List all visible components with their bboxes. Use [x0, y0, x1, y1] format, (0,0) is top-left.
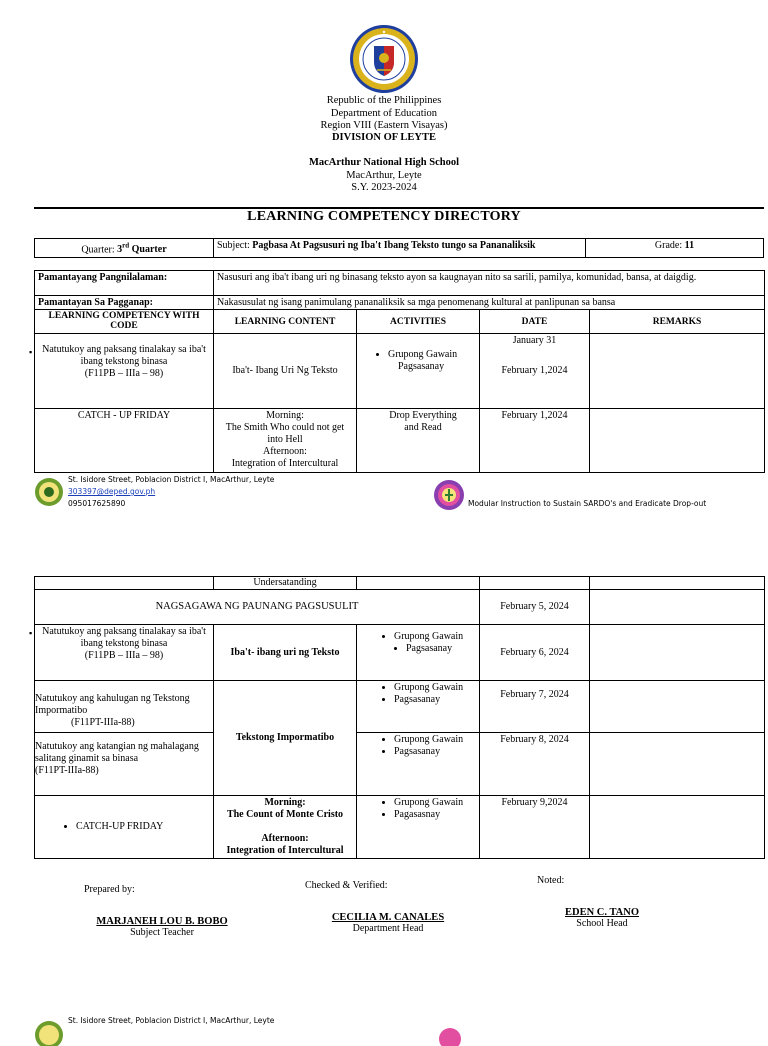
grade-value: 11: [684, 240, 695, 251]
header-town: MacArthur, Leyte: [346, 170, 422, 181]
header-division: DIVISION OF LEYTE: [331, 132, 437, 143]
date-cell: February 9,2024: [480, 796, 590, 859]
continued-text: Undersatanding: [214, 577, 357, 590]
performance-standard-label: Pamantayan Sa Pagganap:: [35, 296, 214, 310]
activities-cell: • Grupong Gawain • Pagsasanay: [357, 625, 480, 681]
checked-label: Checked & Verified:: [305, 880, 388, 891]
competency-cell: ▪ Natutukoy ang paksang tinalakay sa iba't ibang tekstong binasa (F11PB – IIIa – 98): [35, 625, 214, 681]
content-cell: Iba't- Ibang Uri Ng Teksto: [214, 334, 357, 409]
footer-email-link[interactable]: 303397@deped.gov.ph: [68, 487, 156, 496]
remarks-cell: [590, 334, 765, 409]
remarks-cell: [590, 590, 765, 625]
remarks-cell: [590, 681, 765, 733]
header-region: Region VIII (Eastern Visayas): [320, 120, 448, 131]
footer-tagline: Modular Instruction to Sustain SARDO's and Eradicate Drop-out: [468, 499, 707, 508]
competency-cell: • CATCH-UP FRIDAY: [35, 796, 214, 859]
footer-address-partial: St. Isidore Street, Poblacion District I, MacArthur, Leyte: [68, 1016, 275, 1025]
col-header-remarks: REMARKS: [590, 310, 765, 334]
date-cell: January 31 February 1,2024: [480, 334, 590, 409]
competency-table-page1: [29, 270, 765, 473]
checked-name: CECILIA M. CANALES: [331, 912, 445, 923]
content-cell: Morning: The Smith Who could not get into Hell Afternoon: Integration of Intercultural: [214, 409, 357, 473]
bullet-marker: ▪: [29, 628, 33, 638]
content-standard-label: Pamantayang Pangnilalaman:: [35, 271, 214, 296]
prepared-role: Subject Teacher: [130, 927, 194, 938]
noted-name: EDEN C. TANO: [565, 907, 639, 918]
header-school-year: S.Y. 2023-2024: [351, 182, 417, 193]
noted-signatory: [547, 907, 657, 929]
subject-value: Pagbasa At Pagsusuri ng Iba't Ibang Teksto tungo sa Pananaliksik: [252, 240, 536, 251]
remarks-cell: [590, 625, 765, 681]
noted-label: Noted:: [537, 875, 565, 886]
col-header-content: LEARNING CONTENT: [214, 310, 357, 334]
table-row: [35, 334, 765, 409]
checked-signatory: [318, 912, 458, 934]
competency-cell: CATCH - UP FRIDAY: [35, 409, 214, 473]
table-row: [35, 590, 765, 625]
quarter-cell: Quarter: 3rd Quarter: [35, 239, 214, 258]
content-cell: Morning: The Count of Monte Cristo Afternoon: Integration of Intercultural: [214, 796, 357, 859]
remarks-cell: [590, 796, 765, 859]
date-cell: February 7, 2024: [480, 681, 590, 733]
checked-role: Department Head: [352, 923, 424, 934]
competency-table-page2: [29, 576, 765, 859]
activities-cell: • Grupong Gawain • Pagsasanay: [357, 733, 480, 796]
deped-seal-logo: [349, 24, 419, 94]
date-cell: February 8, 2024: [480, 733, 590, 796]
misdard-logo-icon: [438, 1019, 462, 1024]
activities-cell: Drop Everything and Read: [357, 409, 480, 473]
table-row: [35, 733, 765, 796]
content-standard-value: Nasusuri ang iba't ibang uri ng binasang teksto ayon sa kaugnayan nito sa sarili, pamilya, komunidad, bansa, at daigdig.: [214, 271, 765, 296]
noted-role: School Head: [576, 918, 628, 929]
col-header-date: DATE: [480, 310, 590, 334]
activities-cell: • Grupong Gawain • Pagsasanay: [357, 681, 480, 733]
table-row: [35, 796, 765, 859]
document-title: LEARNING COMPETENCY DIRECTORY: [247, 209, 521, 224]
pretest-cell: NAGSAGAWA NG PAUNANG PAGSUSULIT: [35, 590, 480, 625]
content-cell: Tekstong Impormatibo: [214, 681, 357, 796]
activities-cell: • Grupong Gawain Pagsasanay: [357, 334, 480, 409]
prepared-signatory: [82, 916, 242, 938]
date-cell: February 6, 2024: [480, 625, 590, 681]
table-row: [35, 681, 765, 733]
bullet-marker: ▪: [29, 347, 33, 357]
header-republic: Republic of the Philippines: [326, 95, 442, 106]
col-header-activities: ACTIVITIES: [357, 310, 480, 334]
remarks-cell: [590, 733, 765, 796]
school-logo-icon: [34, 477, 64, 507]
col-header-competency: LEARNING COMPETENCY WITH CODE: [35, 310, 214, 334]
date-cell: February 1,2024: [480, 409, 590, 473]
prepared-by-label: Prepared by:: [84, 884, 135, 895]
date-cell: February 5, 2024: [480, 590, 590, 625]
competency-cell: ▪ Natutukoy ang paksang tinalakay sa iba't ibang tekstong binasa (F11PB – IIIa – 98): [35, 334, 214, 409]
table-row: [35, 409, 765, 473]
content-cell: Iba't- ibang uri ng Teksto: [214, 625, 357, 681]
school-logo-icon: [34, 1016, 64, 1046]
header-department: Department of Education: [330, 108, 438, 119]
performance-standard-value: Nakasusulat ng isang panimulang pananaliksik sa mga penomenang kultural at panlipunan sa bansa: [214, 296, 765, 310]
competency-cell: Natutukoy ang katangian ng mahalagang salitang ginamit sa binasa (F11PT-IIIa-88): [35, 733, 214, 796]
misdard-logo-icon: [433, 479, 465, 511]
prepared-name: MARJANEH LOU B. BOBO: [96, 916, 228, 927]
grade-cell: Grade: 11: [586, 239, 764, 258]
competency-cell: Natutukoy ang kahulugan ng Tekstong Impormatibo (F11PT-IIIa-88): [35, 681, 214, 733]
subject-cell: Subject: Pagbasa At Pagsusuri ng Iba't Ibang Teksto tungo sa Pananaliksik: [214, 239, 586, 258]
remarks-cell: [590, 409, 765, 473]
activities-cell: • Grupong Gawain • Pagasasnay: [357, 796, 480, 859]
header-school-name: MacArthur National High School: [308, 157, 460, 168]
footer-address: St. Isidore Street, Poblacion District I, MacArthur, Leyte: [68, 475, 275, 484]
table-row: [35, 625, 765, 681]
info-table: [34, 238, 764, 258]
footer-phone: 095017625890: [68, 499, 126, 508]
